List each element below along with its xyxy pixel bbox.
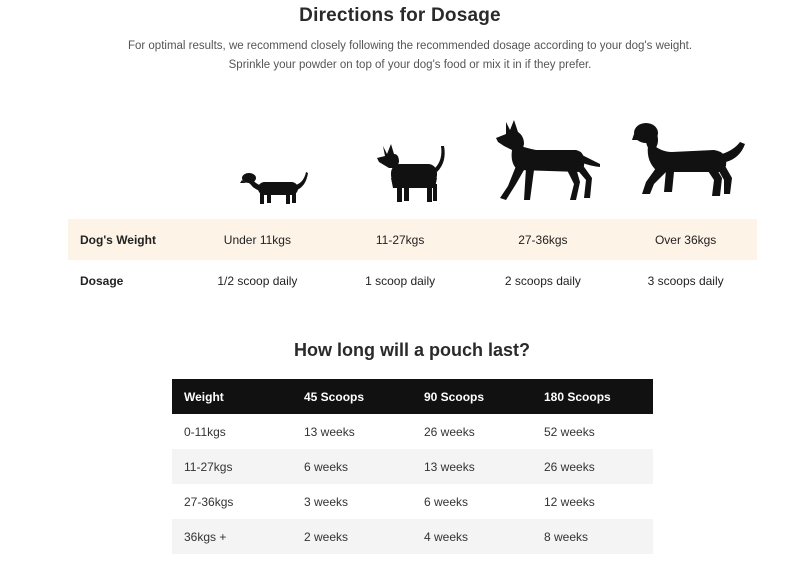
terrier-silhouette-icon (377, 140, 447, 204)
column-header: 90 Scoops (424, 389, 485, 404)
table-row (172, 484, 653, 519)
weight-cell: Over 36kgs (654, 232, 717, 247)
weight-cell: 27-36kgs (518, 232, 568, 247)
table-cell: 26 weeks (424, 424, 475, 439)
weight-row-label: Dog's Weight (80, 232, 156, 247)
column-header: Weight (184, 389, 224, 404)
dosage-cell: 1/2 scoop daily (217, 273, 298, 288)
retriever-silhouette-icon (632, 122, 746, 198)
table-cell: 6 weeks (304, 459, 349, 474)
page-title: Directions for Dosage (299, 5, 501, 26)
dog-illustrations (0, 118, 800, 214)
table-cell: 52 weeks (544, 424, 595, 439)
pouch-table (172, 379, 653, 554)
table-row (172, 449, 653, 484)
column-header: 45 Scoops (304, 389, 365, 404)
table-cell: 2 weeks (304, 529, 349, 544)
table-row (172, 519, 653, 554)
dosage-cell: 2 scoops daily (504, 273, 581, 288)
weight-cell: 11-27kgs (375, 232, 425, 247)
pouch-title: How long will a pouch last? (293, 340, 530, 360)
table-cell: 8 weeks (544, 529, 589, 544)
table-cell: 6 weeks (424, 494, 469, 509)
table-cell: 13 weeks (424, 459, 475, 474)
dosage-cell: 1 scoop daily (365, 273, 436, 288)
table-cell: 26 weeks (544, 459, 595, 474)
dosage-row-label: Dosage (80, 273, 124, 288)
intro-text: For optimal results, we recommend closely following the recommended dosage according to your dog's weight. Sprinkle your powder on top of your dog's food or mix it in if they prefer. (127, 40, 693, 71)
table-cell: 4 weeks (424, 529, 469, 544)
pouch-table-header (172, 379, 653, 414)
table-cell: 13 weeks (304, 424, 355, 439)
table-cell: 12 weeks (544, 494, 595, 509)
table-cell: 36kgs + (184, 529, 227, 544)
dosage-table (68, 219, 757, 301)
table-cell: 27-36kgs (184, 494, 234, 509)
dosage-cell: 3 scoops daily (647, 273, 724, 288)
weight-cell: Under 11kgs (223, 232, 291, 247)
shepherd-silhouette-icon (496, 120, 602, 202)
table-row (172, 414, 653, 449)
table-cell: 3 weeks (304, 494, 349, 509)
table-cell: 11-27kgs (184, 459, 233, 474)
table-cell: 0-11kgs (184, 424, 226, 439)
dachshund-silhouette-icon (240, 166, 310, 206)
column-header: 180 Scoops (544, 389, 611, 404)
weight-row (68, 219, 757, 260)
dosage-row (68, 260, 757, 301)
